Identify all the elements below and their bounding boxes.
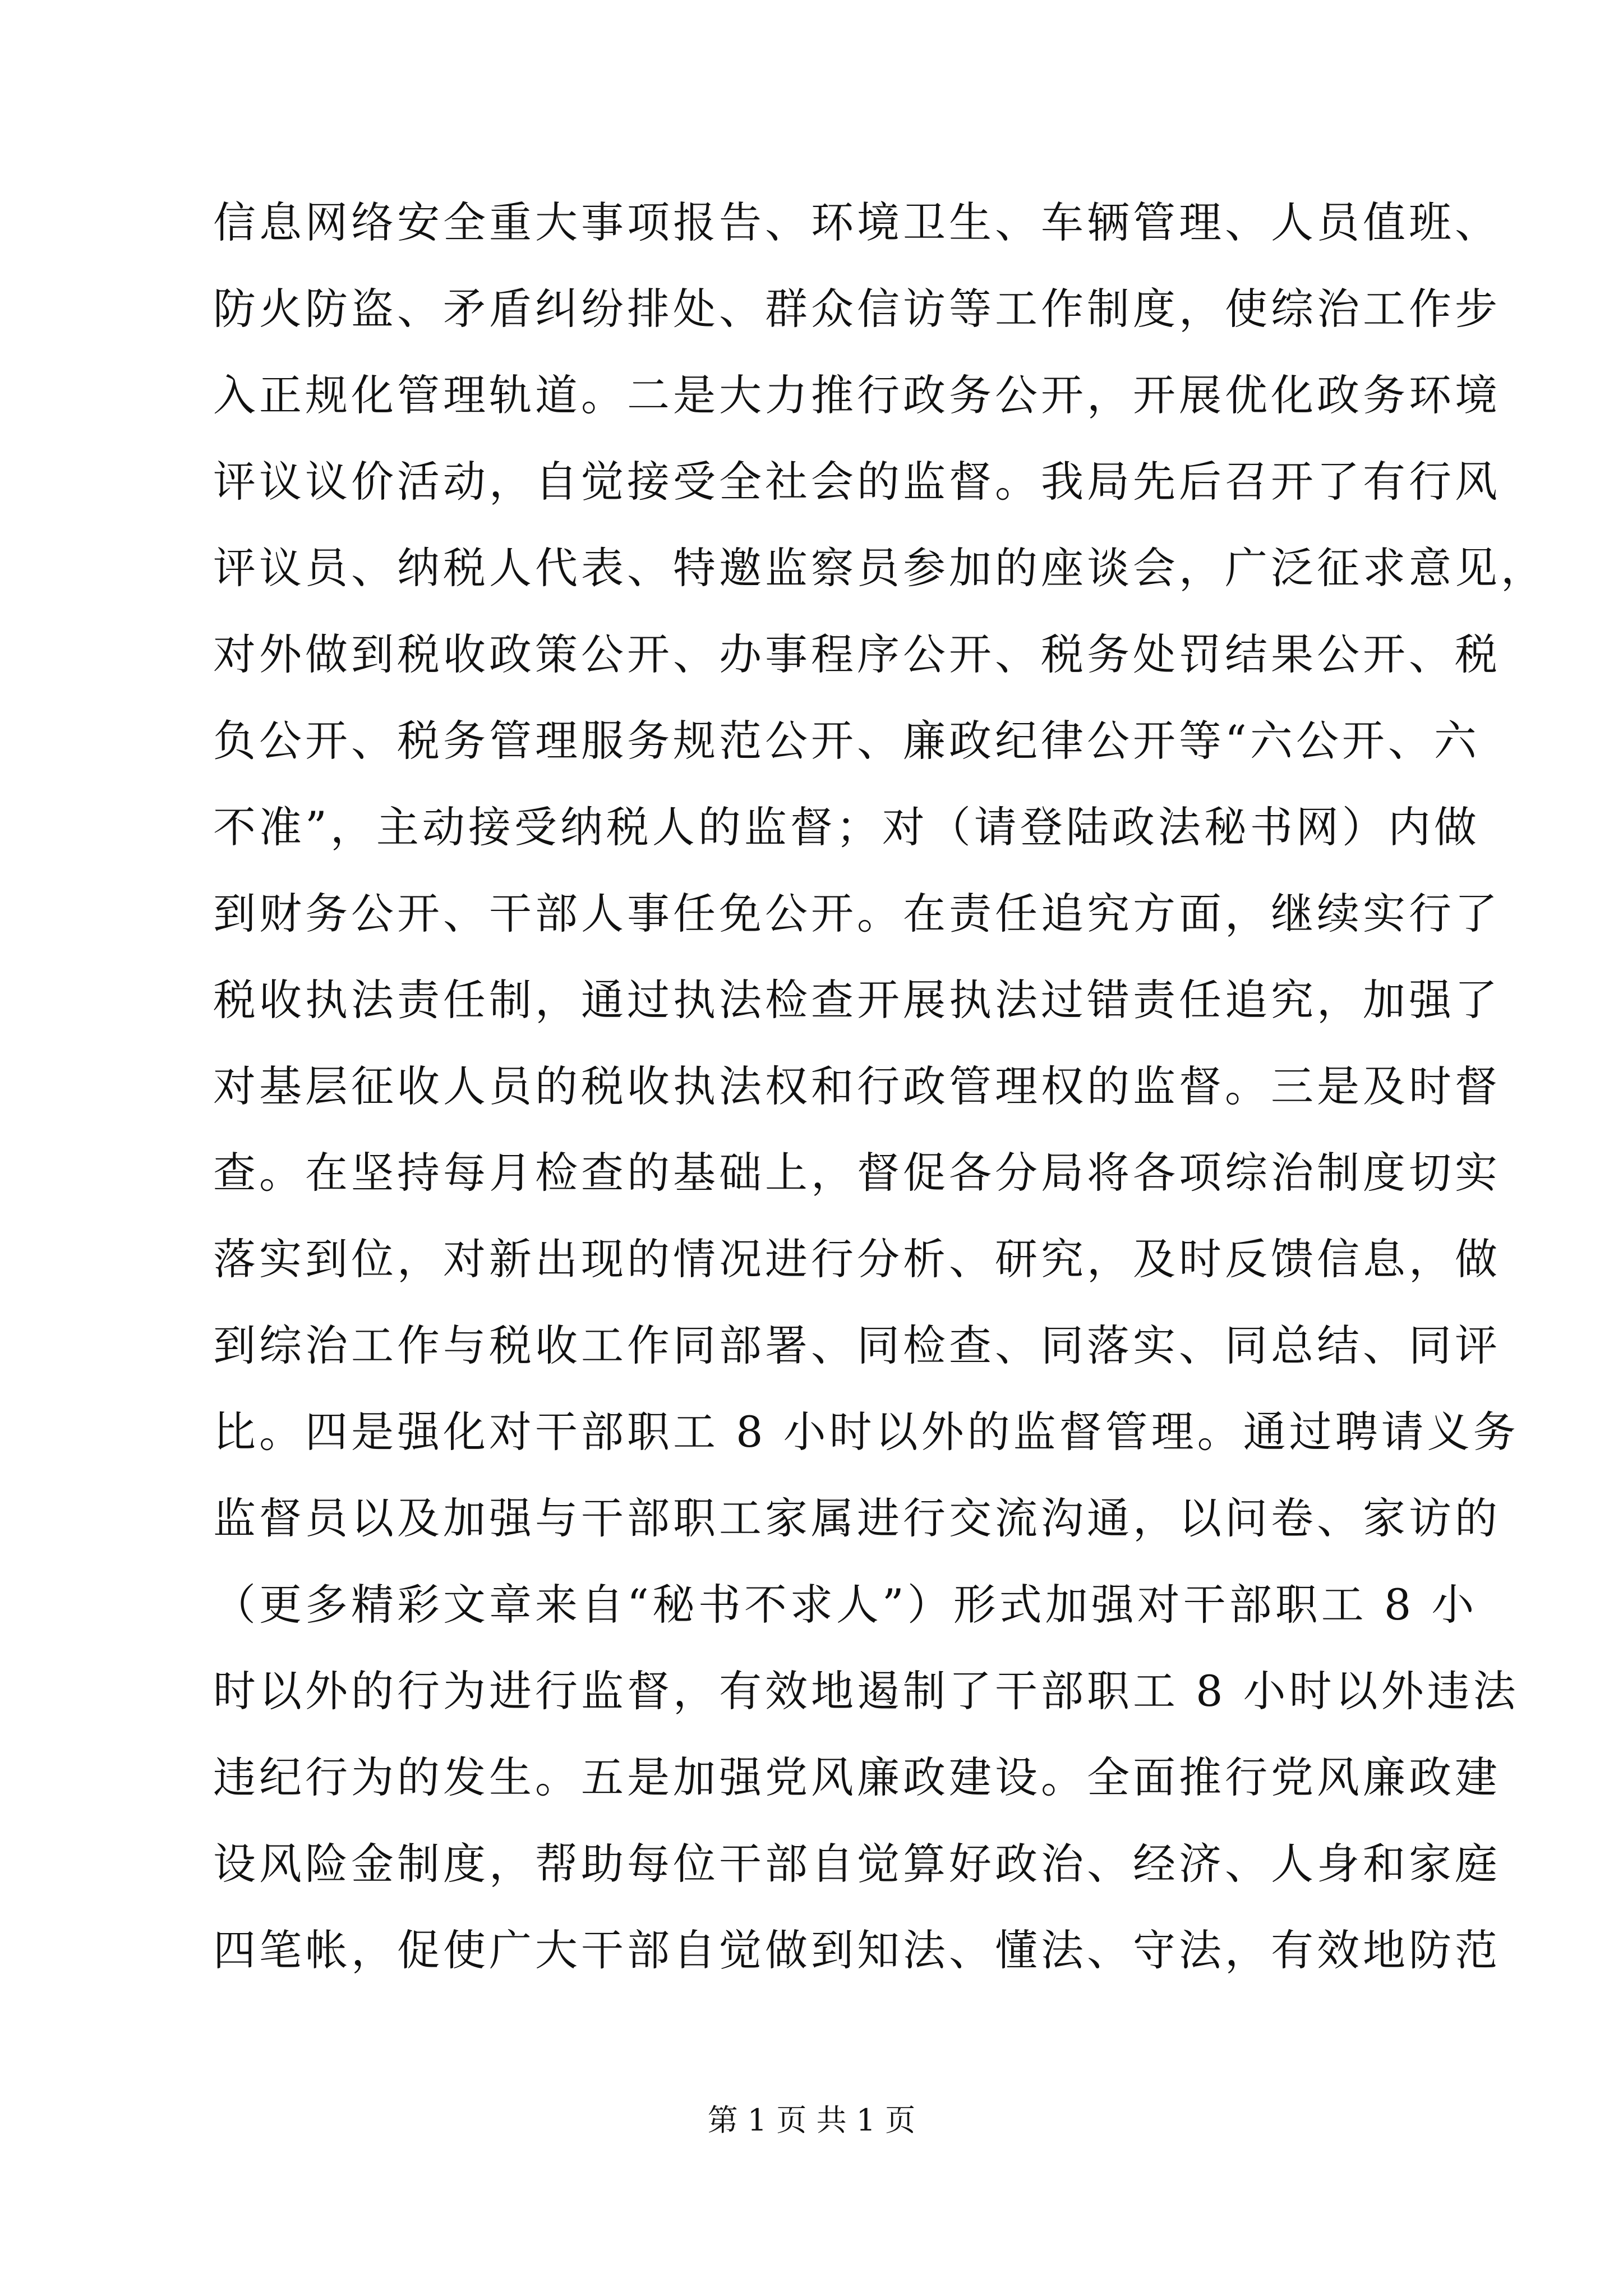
text-line-2: 防火防盗、矛盾纠纷排处、群众信访等工作制度，使综治工作步 [213,284,1501,334]
text-line-14: 到综治工作与税收工作同部署、同检查、同落实、同总结、同评 [213,1320,1501,1370]
text-line-8: 不准”，主动接受纳税人的监督；对（请登陆政法秘书网）内做 [213,802,1480,852]
text-line-13: 落实到位，对新出现的情况进行分析、研究，及时反馈信息，做 [213,1234,1501,1284]
text-line-15: 比。四是强化对干部职工 8 小时以外的监督管理。通过聘请义务 [213,1407,1519,1457]
text-line-18: 时以外的行为进行监督，有效地遏制了干部职工 8 小时以外违法 [213,1666,1519,1716]
page-footer: 第 1 页 共 1 页 [707,2102,916,2138]
text-line-5: 评议员、纳税人代表、特邀监察员参加的座谈会，广泛征求意见， [213,543,1547,593]
text-line-6: 对外做到税收政策公开、办事程序公开、税务处罚结果公开、税 [213,629,1501,679]
body-text [213,180,1547,1994]
text-line-17: （更多精彩文章来自“秘书不求人”）形式加强对干部职工 8 小 [213,1580,1478,1630]
text-line-4: 评议议价活动，自觉接受全社会的监督。我局先后召开了有行风 [213,457,1501,507]
text-line-12: 查。在坚持每月检查的基础上，督促各分局将各项综治制度切实 [213,1148,1501,1198]
text-line-9: 到财务公开、干部人事任免公开。在责任追究方面，继续实行了 [213,889,1501,938]
text-line-11: 对基层征收人员的税收执法权和行政管理权的监督。三是及时督 [213,1061,1501,1111]
text-line-3: 入正规化管理轨道。二是大力推行政务公开，开展优化政务环境 [213,370,1501,420]
text-line-21: 四笔帐，促使广大干部自觉做到知法、懂法、守法，有效地防范 [213,1925,1501,1975]
text-line-7: 负公开、税务管理服务规范公开、廉政纪律公开等“六公开、六 [213,716,1480,766]
text-line-19: 违纪行为的发生。五是加强党风廉政建设。全面推行党风廉政建 [213,1752,1501,1802]
text-line-1: 信息网络安全重大事项报告、环境卫生、车辆管理、人员值班、 [213,197,1501,247]
text-line-10: 税收执法责任制，通过执法检查开展执法过错责任追究，加强了 [213,975,1501,1025]
text-line-16: 监督员以及加强与干部职工家属进行交流沟通，以问卷、家访的 [213,1493,1501,1543]
text-line-20: 设风险金制度，帮助每位干部自觉算好政治、经济、人身和家庭 [213,1839,1501,1889]
